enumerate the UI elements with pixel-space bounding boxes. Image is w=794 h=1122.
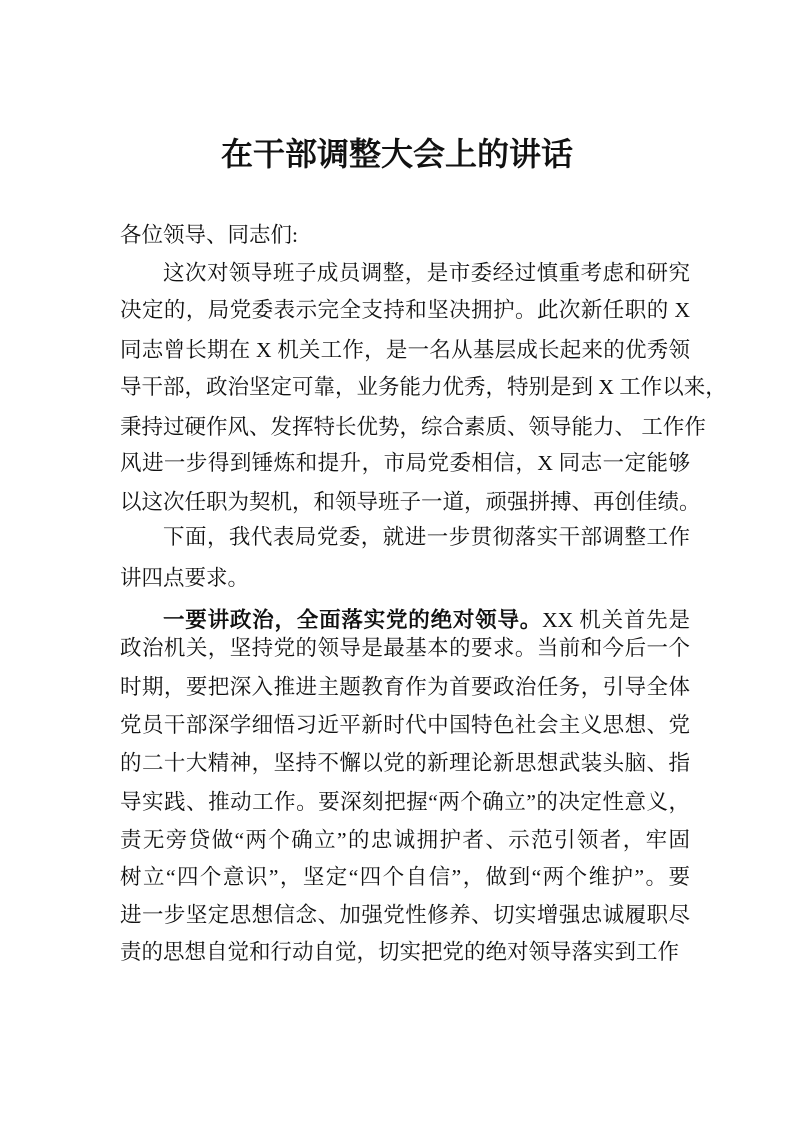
text-line: 这次对领导班子成员调整，是市委经过慎重考虑和研究 <box>163 261 690 285</box>
text-line: 时期，要把深入推进主题教育作为首要政治任务，引导全体 <box>120 675 690 699</box>
text-line <box>163 605 690 635</box>
text-line: 下面，我代表局党委，就进一步贯彻落实干部调整工作 <box>163 525 690 549</box>
salutation: 各位领导、同志们: <box>120 223 298 247</box>
text-line: 决定的，局党委表示完全支持和坚决拥护。此次新任职的 X <box>120 298 690 322</box>
text-line: 进一步坚定思想信念、加强党性修养、切实增强忠诚履职尽 <box>120 903 690 927</box>
document-title: 在干部调整大会上的讲话 <box>220 136 573 172</box>
text-line: 以这次任职为契机，和领导班子一道，顽强拼搏、再创佳绩。 <box>120 490 701 514</box>
text-line: 风进一步得到锤炼和提升，市局党委相信，X 同志一定能够 <box>120 451 690 475</box>
text-line: 的二十大精神，坚持不懈以党的新理论新思想武装头脑、指 <box>120 751 690 775</box>
text-line: 导干部，政治坚定可靠，业务能力优秀，特别是到 X 工作以来， <box>120 375 727 399</box>
text-line: 讲四点要求。 <box>120 566 250 590</box>
text-line: 树立“四个意识”，坚定“四个自信”，做到“两个维护”。要 <box>120 865 690 889</box>
text-line: 秉持过硬作风、发挥特长优势，综合素质、领导能力、 工作作 <box>120 415 706 439</box>
text-line: 责无旁贷做“两个确立”的忠诚拥护者、示范引领者，牢固 <box>120 828 690 852</box>
text-line: 同志曾长期在 X 机关工作，是一名从基层成长起来的优秀领 <box>120 338 690 362</box>
text-line: 党员干部深学细悟习近平新时代中国特色社会主义思想、党 <box>120 713 690 737</box>
section-heading: 一要讲政治，全面落实党的绝对领导。 <box>163 608 543 632</box>
text-span: XX 机关首先是 <box>542 608 690 632</box>
text-line: 导实践、推动工作。要深刻把握“两个确立”的决定性意义， <box>120 790 690 814</box>
text-line: 政治机关，坚持党的领导是最基本的要求。当前和今后一个 <box>120 636 690 660</box>
text-line: 责的思想自觉和行动自觉，切实把党的绝对领导落实到工作 <box>120 940 680 964</box>
